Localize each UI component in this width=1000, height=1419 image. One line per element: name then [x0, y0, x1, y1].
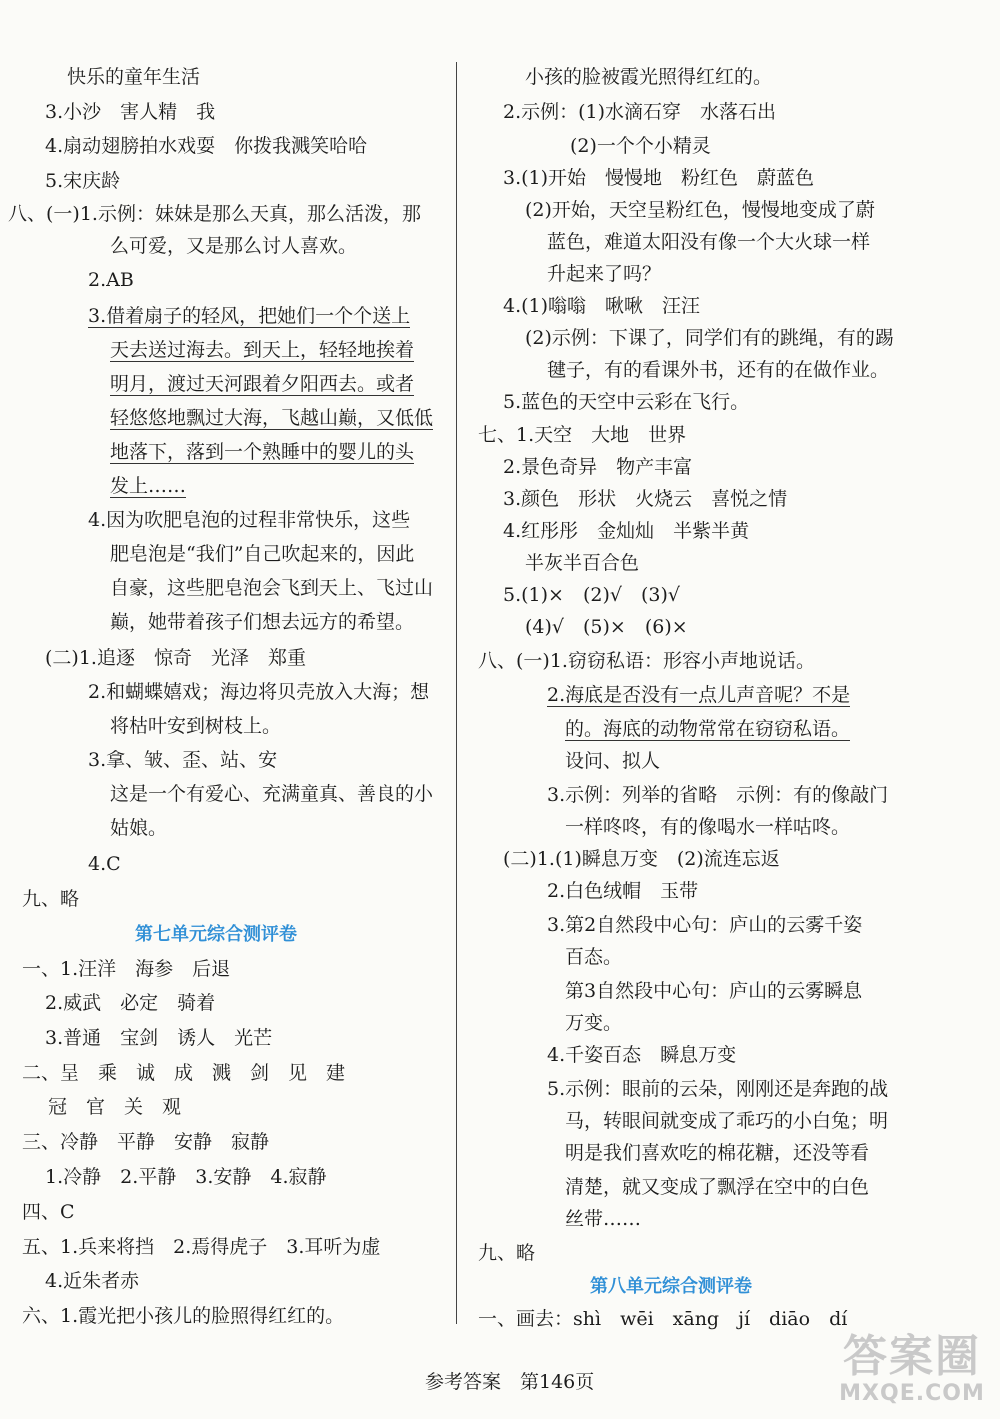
answer-line-underlined: [88, 301, 410, 331]
answer-line: 八、(一)1.示例：妹妹是那么天真，那么活泼，那: [8, 203, 421, 225]
answer-line: 么可爱，又是那么讨人喜欢。: [110, 235, 358, 257]
answer-line: 这是一个有爱心、充满童真、善良的小: [110, 783, 434, 805]
page-footer: 参考答案 第146页: [425, 1371, 595, 1393]
answer-line: 万变。: [565, 1012, 623, 1034]
watermark-top: 答案圈: [843, 1331, 981, 1382]
answer-line: (2)一个个小精灵: [570, 135, 711, 157]
answer-line: 4.(1)嗡嗡 啾啾 汪汪: [503, 295, 701, 317]
answer-line: 2.威武 必定 骑着: [45, 992, 216, 1014]
answer-line: 七、1.天空 大地 世界: [478, 424, 687, 446]
answer-line: 4.红彤彤 金灿灿 半紫半黄: [503, 520, 750, 542]
answer-line: 4.近朱者赤: [45, 1270, 140, 1292]
answer-line: (2)开始，天空呈粉红色，慢慢地变成了蔚: [525, 199, 875, 221]
answer-line: 5.蓝色的天空中云彩在飞行。: [503, 391, 750, 413]
answer-line: 清楚，就又变成了飘浮在空中的白色: [565, 1176, 870, 1198]
answer-line: (二)1.追逐 惊奇 光泽 郑重: [45, 647, 306, 669]
answer-line-underlined: [547, 680, 850, 710]
underlined-text: 明月，渡过天河跟着夕阳西去。或者: [110, 373, 415, 395]
answer-line: 3.小沙 害人精 我: [45, 101, 216, 123]
answer-line: (2)示例：下课了，同学们有的跳绳，有的踢: [525, 327, 894, 349]
underlined-text: 2.海底是否没有一点儿声音呢？不是: [547, 684, 851, 706]
answer-line: 2.示例：(1)水滴石穿 水落石出: [503, 101, 777, 123]
answer-line: 2.白色绒帽 玉带: [547, 880, 699, 902]
answer-line: (二)1.(1)瞬息万变 (2)流连忘返: [503, 848, 780, 870]
underlined-text: 轻悠悠地飘过大海，飞越山巅，又低低: [110, 407, 434, 429]
watermark-logo: [832, 1331, 992, 1413]
answer-line: 5.宋庆龄: [45, 170, 121, 192]
answer-line: 二、呈 乘 诚 成 溅 剑 见 建: [22, 1062, 346, 1084]
answer-line: 4.千姿百态 瞬息万变: [547, 1044, 737, 1066]
answer-line: 设问、拟人: [565, 750, 661, 772]
answer-line: 明是我们喜欢吃的棉花糖，还没等看: [565, 1142, 870, 1164]
answer-line-underlined: [110, 369, 414, 399]
answer-line: 3.(1)开始 慢慢地 粉红色 蔚蓝色: [503, 167, 815, 189]
answer-line: 九、略: [478, 1242, 536, 1264]
answer-line: 3.第2自然段中心句：庐山的云雾千姿: [547, 914, 863, 936]
answer-line: 九、略: [22, 888, 80, 910]
answer-line: 4.扇动翅膀拍水戏耍 你拨我溅笑哈哈: [45, 135, 368, 157]
answer-line: 将枯叶安到树枝上。: [110, 715, 282, 737]
answer-line: 一样咚咚，有的像喝水一样咕咚。: [565, 816, 851, 838]
answer-line: 五、1.兵来将挡 2.焉得虎子 3.耳听为虚: [22, 1236, 381, 1258]
answer-line: (4)√ (5)× (6)×: [525, 616, 688, 638]
answer-line: 2.景色奇异 物产丰富: [503, 456, 693, 478]
section-heading: 第八单元综合测评卷: [590, 1276, 752, 1297]
column-divider: [456, 62, 457, 1324]
answer-line: 3.示例：列举的省略 示例：有的像敲门: [547, 784, 889, 806]
answer-line: 一、画去：shì wēi xāng jí diāo dí: [478, 1308, 848, 1330]
answer-line: 八、(一)1.窃窃私语：形容小声地说话。: [478, 650, 815, 672]
answer-line-underlined: [565, 714, 850, 744]
answer-line: 4.C: [88, 853, 121, 875]
answer-line: 巅，她带着孩子们想去远方的希望。: [110, 611, 415, 633]
answer-line: 毽子，有的看课外书，还有的在做作业。: [547, 359, 890, 381]
underlined-text: 天去送过海去。到天上，轻轻地挨着: [110, 339, 415, 361]
answer-line: 3.拿、皱、歪、站、安: [88, 749, 278, 771]
answer-line-underlined: [110, 335, 414, 365]
answer-line: 快乐的童年生活: [67, 66, 201, 88]
answer-line: 百态。: [565, 946, 623, 968]
underlined-text: 3.借着扇子的轻风，把她们一个个送上: [88, 305, 411, 327]
answer-line-underlined: [110, 471, 186, 501]
answer-line: 马，转眼间就变成了乖巧的小白兔；明: [565, 1110, 889, 1132]
answer-line: 半灰半百合色: [525, 552, 640, 574]
answer-line: 冠 官 关 观: [48, 1096, 182, 1118]
answer-line: 肥皂泡是“我们”自己吹起来的，因此: [110, 543, 415, 565]
answer-line: 5.示例：眼前的云朵，刚刚还是奔跑的战: [547, 1078, 889, 1100]
section-heading: 第七单元综合测评卷: [135, 924, 297, 945]
answer-line: 4.因为吹肥皂泡的过程非常快乐，这些: [88, 509, 411, 531]
answer-line: 1.冷静 2.平静 3.安静 4.寂静: [45, 1166, 327, 1188]
answer-line: 丝带……: [565, 1208, 642, 1230]
answer-line: 姑娘。: [110, 817, 168, 839]
answer-line: 2.和蝴蝶嬉戏；海边将贝壳放入大海；想: [88, 681, 430, 703]
answer-line: 三、冷静 平静 安静 寂静: [22, 1131, 270, 1153]
underlined-text: 地落下，落到一个熟睡中的婴儿的头: [110, 441, 415, 463]
answer-line: 3.普通 宝剑 诱人 光芒: [45, 1027, 273, 1049]
answer-line: 小孩的脸被霞光照得红红的。: [525, 66, 773, 88]
underlined-text: 的。海底的动物常常在窃窃私语。: [565, 718, 851, 740]
watermark-bottom: MXQE.COM: [839, 1381, 985, 1406]
answer-line: 自豪，这些肥皂泡会飞到天上、飞过山: [110, 577, 434, 599]
answer-line-underlined: [110, 403, 433, 433]
answer-line: 2.AB: [88, 269, 134, 291]
answer-line: 蓝色，难道太阳没有像一个大火球一样: [547, 231, 871, 253]
answer-line: 5.(1)× (2)√ (3)√: [503, 584, 681, 606]
underlined-text: 发上……: [110, 475, 187, 497]
answer-line-underlined: [110, 437, 414, 467]
answer-line: 四、C: [22, 1201, 75, 1223]
answer-line: 第3自然段中心句：庐山的云雾瞬息: [565, 980, 863, 1002]
answer-line: 升起来了吗？: [547, 263, 662, 285]
answer-line: 一、1.汪洋 海参 后退: [22, 958, 231, 980]
answer-line: 3.颜色 形状 火烧云 喜悦之情: [503, 488, 788, 510]
answer-line: 六、1.霞光把小孩儿的脸照得红红的。: [22, 1305, 345, 1327]
